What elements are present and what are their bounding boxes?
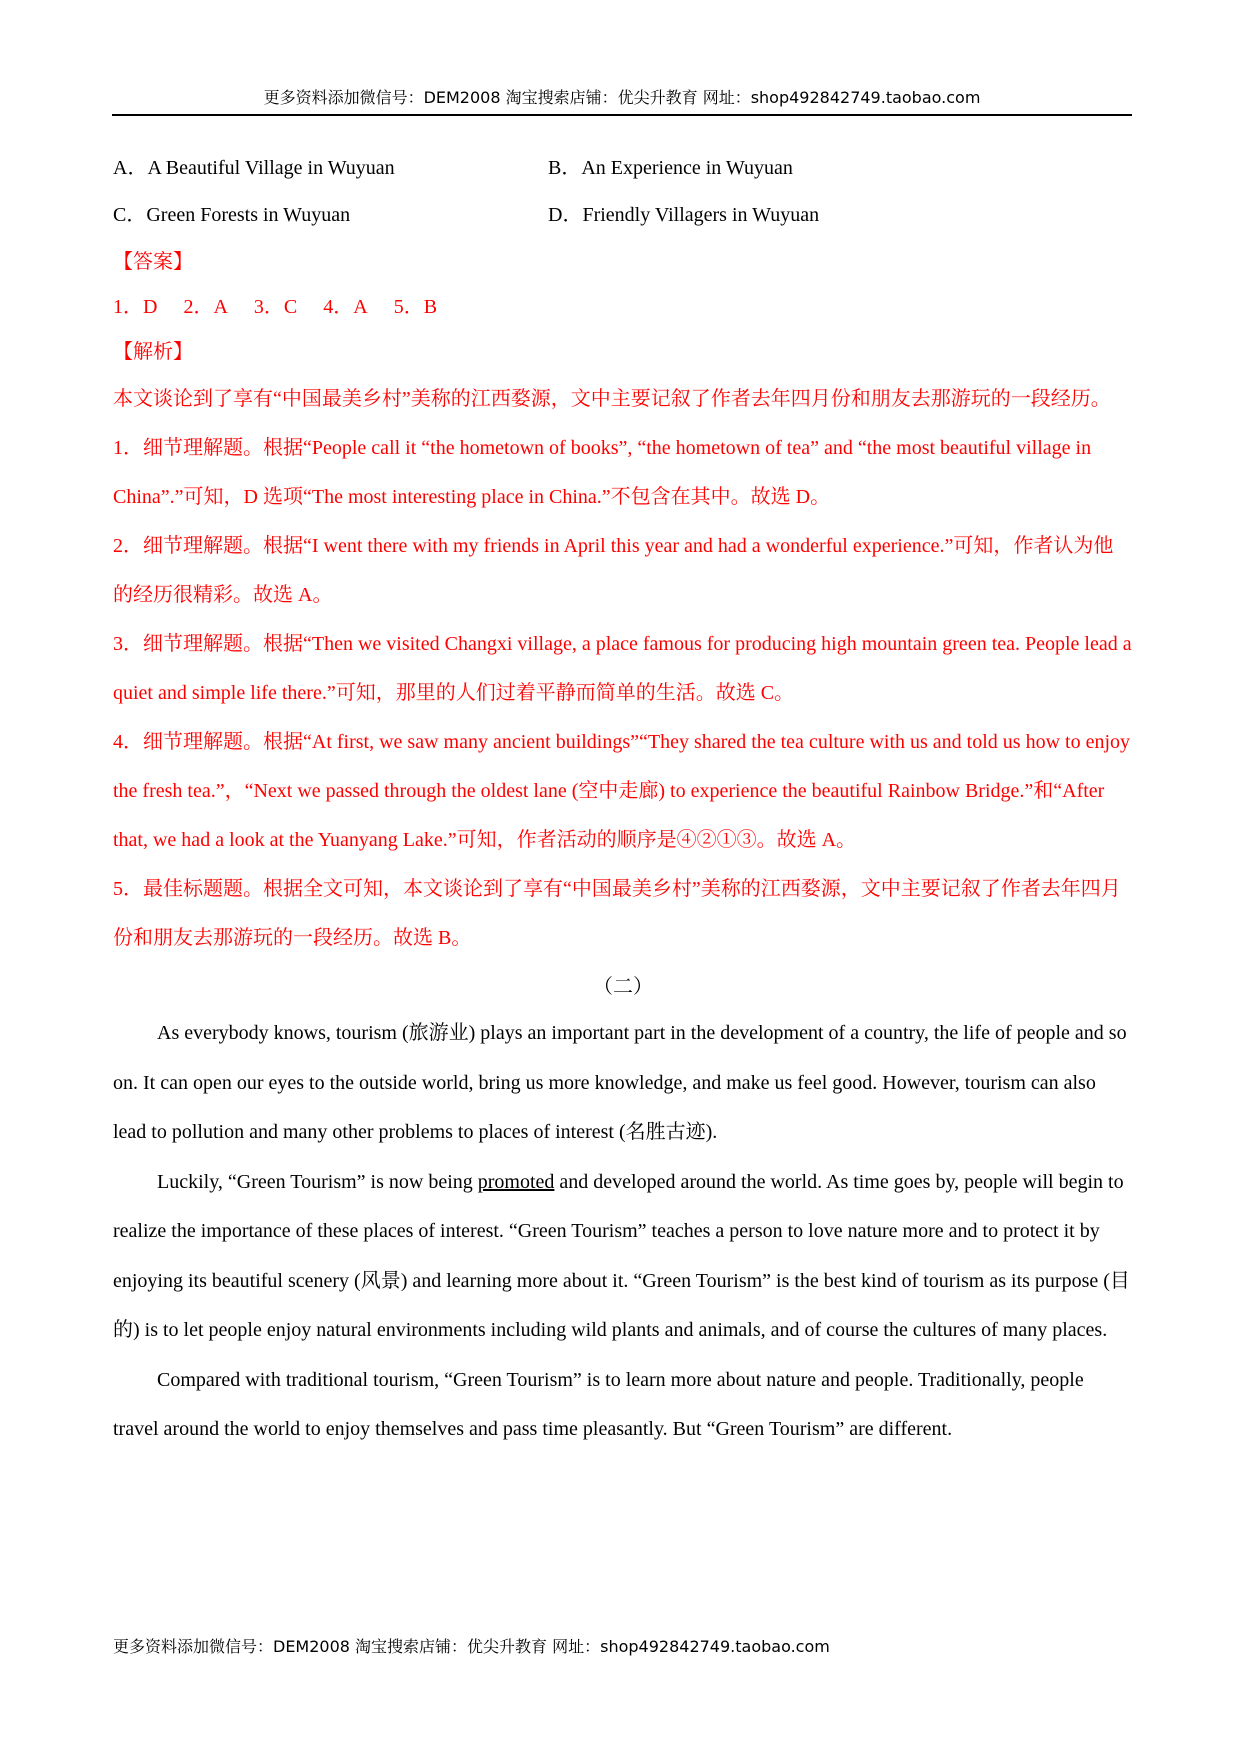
- answer-list: [113, 285, 1133, 329]
- analysis-summary: 本文谈论到了享有“中国最美乡村”美称的江西婺源，文中主要记叙了作者去年四月份和朋友去那游玩的一段经历。: [113, 388, 1111, 410]
- answer-2: 2．A: [183, 296, 228, 318]
- analysis-item-1: 1．细节理解题。根据“People call it “the hometown of books”, “the hometown of tea” and “the most beautiful village in China”.”可知，D 选项“The most interesting place in China.”不包含在其中。故选 D。: [113, 437, 1092, 508]
- analysis-item-4: 4．细节理解题。根据“At first, we saw many ancient buildings”“They shared the tea culture with us and told us how to enjoy the fresh tea.”，“Next we passed through the oldest lane (空中走廊) to experience the beautiful Rainbow Bridge.”和“After that, we had a look at the Yuanyang Lake.”可知，作者活动的顺序是④②①③。故选 A。: [113, 731, 1131, 851]
- page-header: 更多资料添加微信号：DEM2008 淘宝搜索店铺：优尖升教育 网址：shop492842749.taobao.com: [112, 86, 1132, 116]
- answer-label: 【答案】: [113, 251, 193, 273]
- passage-paragraph-1: As everybody knows, tourism (旅游业) plays an important part in the development of a country, the life of people and so on. It can open our eyes to the outside world, bring us more knowledge, and make us feel good. However, tourism can also lead to pollution and many other problems to places of interest (名胜古迹).: [113, 1022, 1127, 1143]
- analysis-item-2: 2．细节理解题。根据“I went there with my friends in April this year and had a wonderful experience.”可知，作者认为他的经历很精彩。故选 A。: [113, 535, 1114, 606]
- section-heading: （二）: [593, 976, 653, 998]
- document-body: [113, 145, 1133, 1455]
- answer-1: 1．D: [113, 296, 158, 318]
- answer-4: 4．A: [323, 296, 368, 318]
- p2-text-after: and developed around the world. As time goes by, people will begin to realize the importance of these places of interest. “Green Tourism” teaches a person to love nature more and to protect it by enjoying its beautiful scenery (风景) and learning more about it. “Green Tourism” is the best kind of tourism as its purpose (目的) is to let people enjoy natural environments including wild plants and animals, and of course the cultures of many places.: [113, 1170, 1130, 1341]
- passage-paragraph-3: Compared with traditional tourism, “Green Tourism” is to learn more about nature and people. Traditionally, people travel around the world to enjoy themselves and pass time pleasantly. But “Green Tourism” are different.: [113, 1368, 1084, 1440]
- option-d: D．Friendly Villagers in Wuyuan: [548, 204, 820, 226]
- passage-paragraph-2: [113, 1158, 1133, 1356]
- option-b: B．An Experience in Wuyuan: [548, 157, 793, 179]
- option-a: A．A Beautiful Village in Wuyuan: [113, 157, 395, 179]
- analysis-label: 【解析】: [113, 341, 193, 363]
- answer-options: [113, 145, 1133, 239]
- p2-text-before: Luckily, “Green Tourism” is now being: [157, 1170, 478, 1193]
- option-c: C．Green Forests in Wuyuan: [113, 204, 351, 226]
- analysis-item-3: 3．细节理解题。根据“Then we visited Changxi village, a place famous for producing high mountain green tea. People lead a quiet and simple life there.”可知，那里的人们过着平静而简单的生活。故选 C。: [113, 633, 1132, 704]
- page-footer: 更多资料添加微信号：DEM2008 淘宝搜索店铺：优尖升教育 网址：shop492842749.taobao.com: [113, 1637, 830, 1656]
- underlined-word: promoted: [477, 1170, 555, 1193]
- answer-5: 5．B: [393, 296, 438, 318]
- analysis-item-5: 5．最佳标题题。根据全文可知，本文谈论到了享有“中国最美乡村”美称的江西婺源，文中主要记叙了作者去年四月份和朋友去那游玩的一段经历。故选 B。: [113, 878, 1121, 949]
- answer-3: 3．C: [253, 296, 298, 318]
